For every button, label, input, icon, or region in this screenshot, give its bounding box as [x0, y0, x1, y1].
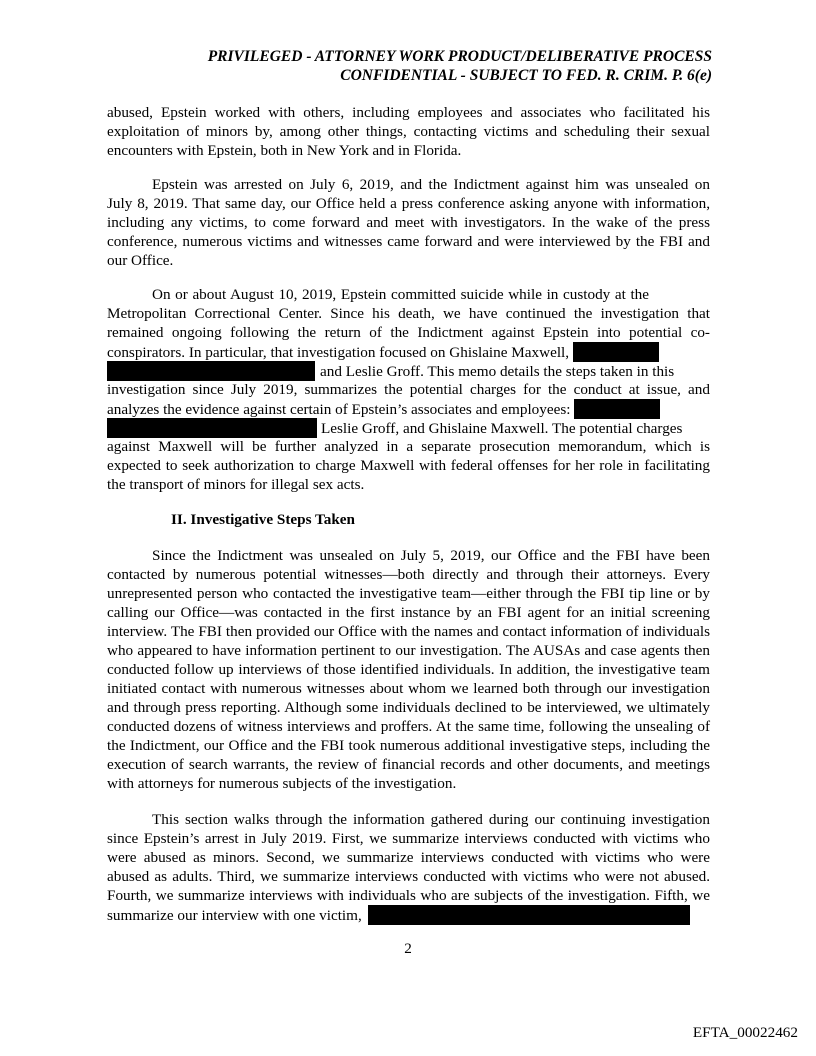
paragraph-line: the transport of minors for illegal sex acts. [107, 476, 365, 493]
paragraph-line: the Indictment, our Office and the FBI took numerous additional investigative steps, including the [107, 737, 710, 754]
paragraph-line: expected to seek authorization to charge Maxwell with federal offenses for her role in facilitating [107, 457, 710, 474]
paragraph-line: with attorneys for numerous subjects of the investigation. [107, 775, 457, 792]
section-heading: II. Investigative Steps Taken [171, 511, 355, 528]
redaction-block [573, 342, 659, 362]
paragraph-line: who appeared to have information pertinent to our investigation. The AUSAs and case agents then [107, 642, 710, 659]
paragraph-text: and Leslie Groff. This memo details the steps taken in this [320, 363, 675, 380]
paragraph-line [107, 361, 674, 381]
paragraph-line: interview. The FBI then provided our Office with the names and contact information of individuals [107, 623, 710, 640]
bates-number: EFTA_00022462 [692, 1024, 798, 1041]
paragraph-line [107, 342, 659, 362]
redaction-block [107, 418, 317, 438]
paragraph-line: against Maxwell will be further analyzed in a separate prosecution memorandum, which is [107, 438, 710, 455]
paragraph-line: abused, Epstein worked with others, including employees and associates who facilitated his [107, 104, 710, 121]
paragraph-line: July 8, 2019. That same day, our Office held a press conference asking anyone with information, [107, 195, 710, 212]
paragraph-text: Leslie Groff, and Ghislaine Maxwell. The potential charges [321, 420, 683, 437]
paragraph-line: investigation since July 2019, summarizes the potential charges for the conduct at issue, and [107, 381, 710, 398]
paragraph-line: contacted by numerous potential witnesses—both directly and through their attorneys. Every [107, 566, 710, 583]
paragraph-line [107, 905, 690, 925]
paragraph-line: abused as adults. Third, we summarize interviews conducted with victims who were not abused. [107, 868, 710, 885]
paragraph-line: On or about August 10, 2019, Epstein committed suicide while in custody at the [152, 286, 649, 303]
paragraph-line: initiated contact with numerous witnesses about whom we learned both through our investigation [107, 680, 710, 697]
paragraph-line: unrepresented person who contacted the investigative team—either through the FBI tip line or by [107, 585, 710, 602]
paragraph-line: and through press reporting. Although some individuals declined to be interviewed, we ultimately [107, 699, 710, 716]
paragraph-line: since Epstein’s arrest in July 2019. First, we summarize interviews conducted with victims who [107, 830, 710, 847]
paragraph-line: conducted follow up interviews of those identified individuals. In addition, the investigative team [107, 661, 710, 678]
paragraph-line: encounters with Epstein, both in New York and in Florida. [107, 142, 462, 159]
paragraph-text: analyzes the evidence against certain of Epstein’s associates and employees: [107, 401, 571, 418]
paragraph-line: calling our Office—was contacted in the first instance by an FBI agent for an initial screening [107, 604, 710, 621]
page-number: 2 [404, 940, 412, 957]
redaction-block [368, 905, 690, 925]
redaction-block [574, 399, 660, 419]
paragraph-line: exploitation of minors by, among other things, contacting victims and scheduling their sexual [107, 123, 710, 140]
paragraph-line: Metropolitan Correctional Center. Since his death, we have continued the investigation that [107, 305, 710, 322]
paragraph-line: This section walks through the information gathered during our continuing investigation [152, 811, 710, 828]
paragraph-line: conducted dozens of witness interviews and proffers. At the same time, following the unsealing of [107, 718, 710, 735]
paragraph-line: remained ongoing following the return of the Indictment against Epstein into potential co- [107, 324, 710, 341]
paragraph-text: conspirators. In particular, that investigation focused on Ghislaine Maxwell, [107, 344, 570, 361]
paragraph-line: conference, numerous victims and witnesses came forward and were interviewed by the FBI and [107, 233, 710, 250]
paragraph-line [107, 399, 660, 419]
paragraph-line: Since the Indictment was unsealed on July 5, 2019, our Office and the FBI have been [152, 547, 710, 564]
paragraph-line: our Office. [107, 252, 174, 269]
paragraph-line: Epstein was arrested on July 6, 2019, and the Indictment against him was unsealed on [152, 176, 710, 193]
paragraph-line: execution of search warrants, the review of financial records and other documents, and meetings [107, 756, 710, 773]
header-line-2: CONFIDENTIAL - SUBJECT TO FED. R. CRIM. P. 6(e) [340, 67, 712, 84]
paragraph-line: including any victims, to come forward and meet with investigators. In the wake of the press [107, 214, 710, 231]
paragraph-line: Fourth, we summarize interviews with individuals who are subjects of the investigation. Fifth, we [107, 887, 710, 904]
redaction-block [107, 361, 315, 381]
header-line-1: PRIVILEGED - ATTORNEY WORK PRODUCT/DELIBERATIVE PROCESS [207, 48, 712, 65]
paragraph-text: summarize our interview with one victim, [107, 907, 362, 924]
paragraph-line: were abused as minors. Second, we summarize interviews conducted with victims who were [107, 849, 710, 866]
paragraph-line [107, 418, 682, 438]
